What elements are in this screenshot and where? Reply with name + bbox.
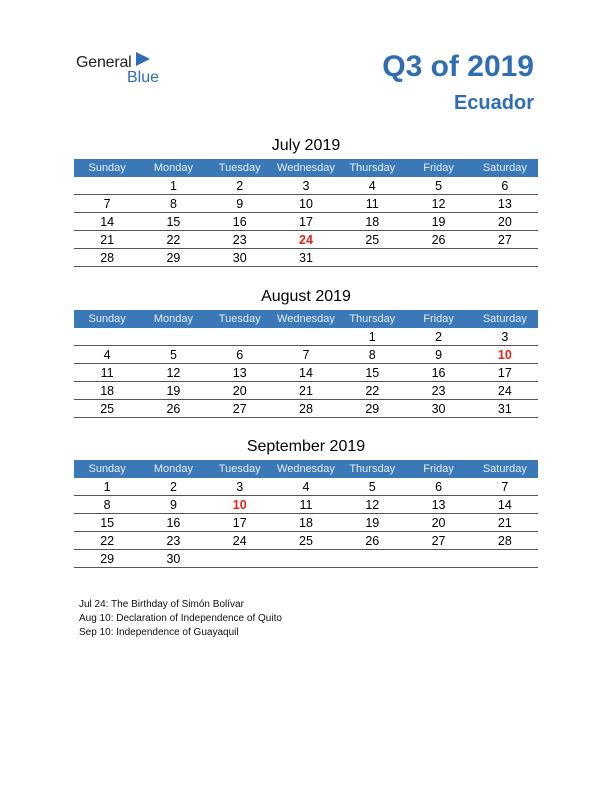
week-row [74, 400, 538, 418]
day-cell: 3 [472, 328, 538, 346]
day-cell: 15 [74, 514, 140, 532]
day-cell: 1 [74, 478, 140, 496]
week-row [74, 496, 538, 514]
logo-text-blue: Blue [127, 69, 160, 86]
month-title: September 2019 [246, 438, 366, 455]
day-cell: 17 [207, 514, 273, 532]
day-cell: 27 [207, 400, 273, 418]
weekday-header: Wednesday [273, 310, 339, 328]
day-cell: 20 [405, 514, 471, 532]
day-cell: 30 [207, 249, 273, 267]
day-cell: 27 [405, 532, 471, 550]
day-cell: 2 [207, 177, 273, 195]
day-cell: 3 [207, 478, 273, 496]
day-cell: 9 [405, 346, 471, 364]
month-title: August 2019 [261, 288, 351, 305]
week-row [74, 382, 538, 400]
day-cell: 13 [207, 364, 273, 382]
weekday-header: Wednesday [273, 460, 339, 478]
month-grid [74, 310, 538, 418]
day-cell: 9 [140, 496, 206, 514]
day-cell: 12 [339, 496, 405, 514]
day-cell: 4 [339, 177, 405, 195]
day-cell: 16 [140, 514, 206, 532]
weekday-header: Monday [140, 460, 206, 478]
weekday-header-row [74, 460, 538, 478]
day-cell: 28 [74, 249, 140, 267]
day-cell: 16 [405, 364, 471, 382]
day-cell: 8 [74, 496, 140, 514]
weekday-header: Thursday [339, 159, 405, 177]
empty-day-cell [472, 550, 538, 568]
empty-day-cell [74, 328, 140, 346]
day-cell: 1 [339, 328, 405, 346]
day-cell: 22 [140, 231, 206, 249]
week-row [74, 478, 538, 496]
day-cell: 2 [140, 478, 206, 496]
day-cell: 17 [472, 364, 538, 382]
day-cell: 8 [140, 195, 206, 213]
day-cell: 9 [207, 195, 273, 213]
week-row [74, 364, 538, 382]
day-cell: 4 [273, 478, 339, 496]
day-cell: 21 [472, 514, 538, 532]
empty-day-cell [74, 177, 140, 195]
month-grid [74, 159, 538, 267]
day-cell: 11 [339, 195, 405, 213]
week-row [74, 213, 538, 231]
month-calendar [74, 436, 538, 568]
day-cell: 13 [405, 496, 471, 514]
week-row [74, 514, 538, 532]
day-cell: 12 [405, 195, 471, 213]
day-cell: 5 [140, 346, 206, 364]
day-cell: 18 [74, 382, 140, 400]
logo-flag-icon [136, 52, 150, 66]
empty-day-cell [207, 328, 273, 346]
day-cell: 31 [472, 400, 538, 418]
day-cell: 6 [472, 177, 538, 195]
day-cell: 7 [74, 195, 140, 213]
day-cell: 25 [74, 400, 140, 418]
week-row [74, 231, 538, 249]
weekday-header: Monday [140, 310, 206, 328]
weekday-header: Tuesday [207, 460, 273, 478]
weekday-header-row [74, 159, 538, 177]
day-cell: 18 [339, 213, 405, 231]
day-cell: 29 [339, 400, 405, 418]
generalblue-logo [76, 50, 176, 90]
week-row [74, 532, 538, 550]
day-cell: 6 [405, 478, 471, 496]
day-cell: 25 [273, 532, 339, 550]
week-row [74, 550, 538, 568]
day-cell: 15 [339, 364, 405, 382]
month-calendar [74, 286, 538, 418]
week-row [74, 346, 538, 364]
weekday-header: Friday [405, 159, 471, 177]
empty-day-cell [339, 550, 405, 568]
week-row [74, 249, 538, 267]
day-cell: 29 [74, 550, 140, 568]
empty-day-cell [273, 328, 339, 346]
month-title: July 2019 [271, 137, 341, 154]
holiday-note: Aug 10: Declaration of Independence of Quito [79, 613, 282, 624]
day-cell: 13 [472, 195, 538, 213]
day-cell: 29 [140, 249, 206, 267]
day-cell: 14 [472, 496, 538, 514]
day-cell: 8 [339, 346, 405, 364]
day-cell: 18 [273, 514, 339, 532]
day-cell: 21 [273, 382, 339, 400]
day-cell: 5 [405, 177, 471, 195]
day-cell: 30 [140, 550, 206, 568]
day-cell: 26 [339, 532, 405, 550]
day-cell: 3 [273, 177, 339, 195]
day-cell: 22 [339, 382, 405, 400]
holiday-day-cell: 24 [273, 231, 339, 249]
weekday-header: Wednesday [273, 159, 339, 177]
week-row [74, 328, 538, 346]
weekday-header: Saturday [472, 159, 538, 177]
weekday-header: Sunday [74, 159, 140, 177]
day-cell: 7 [472, 478, 538, 496]
empty-day-cell [339, 249, 405, 267]
holiday-note: Sep 10: Independence of Guayaquil [79, 627, 239, 638]
weekday-header: Thursday [339, 310, 405, 328]
weekday-header: Saturday [472, 310, 538, 328]
day-cell: 6 [207, 346, 273, 364]
day-cell: 10 [273, 195, 339, 213]
day-cell: 25 [339, 231, 405, 249]
day-cell: 23 [140, 532, 206, 550]
page-title: Q3 of 2019 [382, 50, 534, 83]
day-cell: 4 [74, 346, 140, 364]
weekday-header: Tuesday [207, 310, 273, 328]
day-cell: 30 [405, 400, 471, 418]
day-cell: 7 [273, 346, 339, 364]
country-name: Ecuador [453, 92, 534, 114]
day-cell: 2 [405, 328, 471, 346]
weekday-header: Saturday [472, 460, 538, 478]
holiday-day-cell: 10 [472, 346, 538, 364]
day-cell: 19 [140, 382, 206, 400]
empty-day-cell [405, 249, 471, 267]
empty-day-cell [207, 550, 273, 568]
holiday-notes [79, 598, 282, 640]
day-cell: 23 [405, 382, 471, 400]
day-cell: 17 [273, 213, 339, 231]
weekday-header-row [74, 310, 538, 328]
day-cell: 11 [74, 364, 140, 382]
day-cell: 19 [405, 213, 471, 231]
weekday-header: Friday [405, 310, 471, 328]
weekday-header: Sunday [74, 460, 140, 478]
day-cell: 24 [207, 532, 273, 550]
day-cell: 28 [273, 400, 339, 418]
day-cell: 22 [74, 532, 140, 550]
holiday-day-cell: 10 [207, 496, 273, 514]
day-cell: 19 [339, 514, 405, 532]
holiday-note: Jul 24: The Birthday of Simón Bolívar [79, 599, 244, 610]
weekday-header: Tuesday [207, 159, 273, 177]
day-cell: 15 [140, 213, 206, 231]
day-cell: 28 [472, 532, 538, 550]
day-cell: 14 [74, 213, 140, 231]
empty-day-cell [472, 249, 538, 267]
month-grid [74, 460, 538, 568]
day-cell: 11 [273, 496, 339, 514]
empty-day-cell [273, 550, 339, 568]
month-calendar [74, 135, 538, 267]
weekday-header: Sunday [74, 310, 140, 328]
day-cell: 27 [472, 231, 538, 249]
logo-text-general: General [76, 54, 132, 71]
week-row [74, 177, 538, 195]
day-cell: 31 [273, 249, 339, 267]
day-cell: 24 [472, 382, 538, 400]
day-cell: 23 [207, 231, 273, 249]
day-cell: 12 [140, 364, 206, 382]
day-cell: 26 [405, 231, 471, 249]
day-cell: 5 [339, 478, 405, 496]
day-cell: 20 [207, 382, 273, 400]
day-cell: 1 [140, 177, 206, 195]
weekday-header: Thursday [339, 460, 405, 478]
day-cell: 16 [207, 213, 273, 231]
day-cell: 21 [74, 231, 140, 249]
empty-day-cell [405, 550, 471, 568]
week-row [74, 195, 538, 213]
empty-day-cell [140, 328, 206, 346]
weekday-header: Friday [405, 460, 471, 478]
day-cell: 20 [472, 213, 538, 231]
weekday-header: Monday [140, 159, 206, 177]
day-cell: 26 [140, 400, 206, 418]
day-cell: 14 [273, 364, 339, 382]
